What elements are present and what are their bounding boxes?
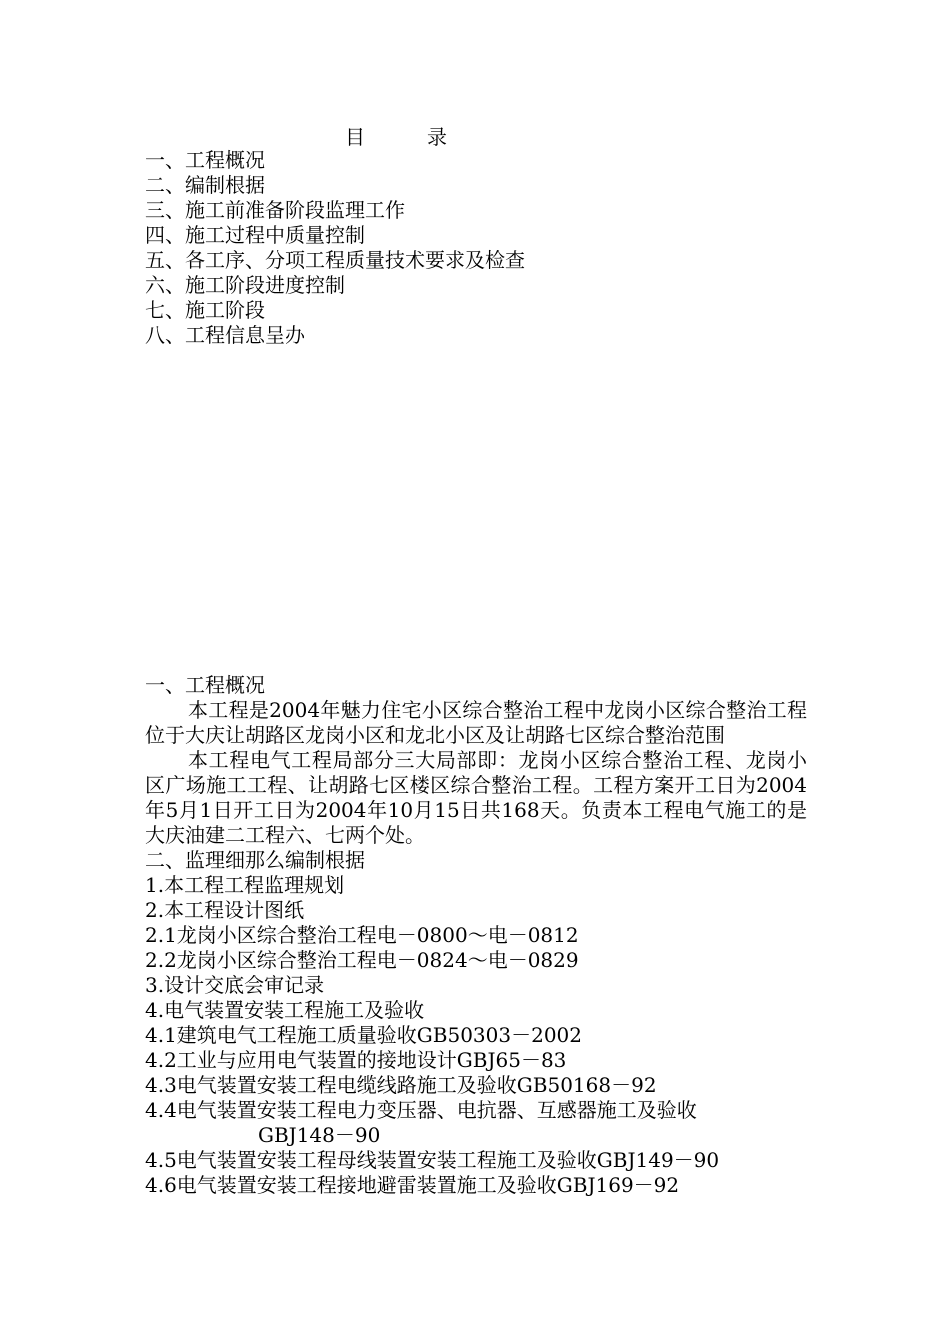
basis-item: 1.本工程工程监理规划 <box>145 873 345 897</box>
basis-item: 4.6电气装置安装工程接地避雷装置施工及验收GBJ169－92 <box>145 1173 680 1197</box>
document-body <box>145 673 810 1198</box>
basis-item: 2.2龙岗小区综合整治工程电－0824～电－0829 <box>145 948 579 972</box>
section1-heading: 一、工程概况 <box>145 673 265 697</box>
section1-paragraph-2: 本工程电气工程局部分三大局部即：龙岗小区综合整治工程、龙岗小区广场施工工程、让胡路七区楼区综合整治工程。工程方案开工日为2004年5月1日开工日为2004年10月15日共168天。负责本工程电气施工的是大庆油建二工程六、七两个处。 <box>145 748 807 847</box>
basis-item: 4.2工业与应用电气装置的接地设计GBJ65－83 <box>145 1048 567 1072</box>
toc-title: 目录 <box>345 125 509 149</box>
toc-item-2: 二、编制根据 <box>145 173 265 197</box>
section2-heading: 二、监理细那么编制根据 <box>145 848 365 872</box>
toc-item-5: 五、各工序、分项工程质量技术要求及检查 <box>145 248 525 272</box>
toc-item-4: 四、施工过程中质量控制 <box>145 223 365 247</box>
toc-item-6: 六、施工阶段进度控制 <box>145 273 345 297</box>
toc-item-3: 三、施工前准备阶段监理工作 <box>145 198 405 222</box>
toc-item-1: 一、工程概况 <box>145 148 265 172</box>
basis-item: 2.本工程设计图纸 <box>145 898 305 922</box>
basis-item: 4.电气装置安装工程施工及验收 <box>145 998 425 1022</box>
section1-paragraph-1: 本工程是2004年魅力住宅小区综合整治工程中龙岗小区综合整治工程位于大庆让胡路区龙岗小区和龙北小区及让胡路七区综合整治范围 <box>145 698 807 747</box>
basis-item: 4.1建筑电气工程施工质量验收GB50303－2002 <box>145 1023 583 1047</box>
basis-item: 3.设计交底会审记录 <box>145 973 325 997</box>
basis-item: 2.1龙岗小区综合整治工程电－0800～电－0812 <box>145 923 579 947</box>
table-of-contents <box>145 148 825 348</box>
basis-item: 4.5电气装置安装工程母线装置安装工程施工及验收GBJ149－90 <box>145 1148 720 1172</box>
basis-item: 4.4电气装置安装工程电力变压器、电抗器、互感器施工及验收 <box>145 1098 697 1122</box>
toc-item-7: 七、施工阶段 <box>145 298 265 322</box>
basis-item-code: GBJ148－90 <box>258 1123 381 1147</box>
basis-item: 4.3电气装置安装工程电缆线路施工及验收GB50168－92 <box>145 1073 657 1097</box>
toc-item-8: 八、工程信息呈办 <box>145 323 305 347</box>
